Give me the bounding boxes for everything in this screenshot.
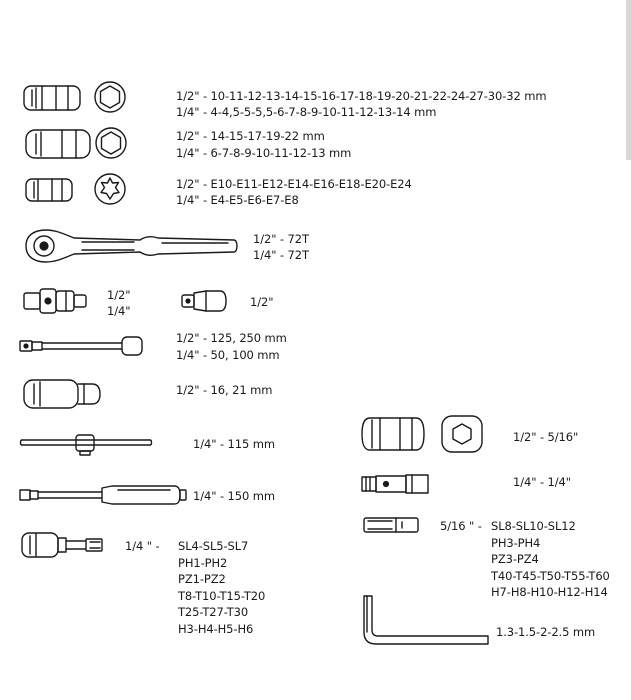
hex-keys-label: 1.3-1.5-2-2.5 mm — [496, 625, 596, 639]
socket-std-line2: 1/4" - 4-4,5-5-5,5-6-7-8-9-10-11-12-13-14 mm — [176, 105, 437, 119]
socket-deep-line1: 1/2" - 14-15-17-19-22 mm — [176, 129, 325, 143]
adapter-label: 1/2" — [250, 295, 274, 309]
bit-adapter-icon — [360, 472, 432, 500]
bit-socket-line-2: PH1-PH2 — [178, 555, 228, 570]
socket-icon — [22, 82, 84, 118]
scrollbar-edge — [626, 0, 631, 160]
t-handle-label: 1/4" - 115 mm — [193, 437, 275, 451]
bit-socket-line-6: H3-H4-H5-H6 — [178, 622, 254, 636]
ratchet-icon — [22, 226, 240, 270]
socket-torx-line1: 1/2" - E10-E11-E12-E14-E16-E18-E20-E24 — [176, 177, 412, 191]
socket-torx-line2: 1/4" - E4-E5-E6-E7-E8 — [176, 193, 299, 207]
ujoint-line2: 1/4" — [107, 304, 131, 318]
bit-socket-line-1: SL4-SL5-SL7 — [178, 539, 249, 553]
deep-socket-icon — [24, 126, 94, 166]
extension-bar-icon — [18, 334, 146, 362]
hex-key-icon — [360, 592, 492, 652]
bit-sockets-size: 1/4 " - — [125, 539, 160, 553]
bit-adapter-label: 1/4" - 1/4" — [513, 475, 571, 489]
torx-socket-icon — [24, 174, 76, 210]
ratchet-line1: 1/2" - 72T — [253, 232, 309, 246]
spark-plug-socket-icon — [22, 376, 102, 416]
ratchet-line2: 1/4" - 72T — [253, 248, 309, 262]
adapter-icon — [180, 288, 228, 318]
bit-line-1: SL8-SL10-SL12 — [491, 519, 576, 533]
hex-recess-icon — [440, 414, 484, 458]
spark-socket-label: 1/2" - 16, 21 mm — [176, 383, 273, 397]
bit-socket-icon — [20, 530, 110, 564]
screwdriver-bit-icon — [362, 514, 422, 540]
bit-line-3: PZ3-PZ4 — [491, 552, 539, 567]
extension-line2: 1/4" - 50, 100 mm — [176, 348, 280, 362]
hex-socket-label: 1/2" - 5/16" — [513, 430, 579, 444]
t-handle-icon — [18, 430, 156, 460]
screwdriver-handle-label: 1/4" - 150 mm — [193, 489, 275, 503]
bit-line-4: T40-T45-T50-T55-T60 — [491, 568, 610, 583]
screwdriver-handle-icon — [18, 482, 190, 512]
extension-line1: 1/2" - 125, 250 mm — [176, 331, 287, 345]
bit-socket-line-4: T8-T10-T15-T20 — [178, 588, 266, 603]
bit-line-5: H7-H8-H10-H12-H14 — [491, 585, 608, 600]
hex-end-icon — [93, 80, 127, 118]
universal-joint-icon — [22, 286, 90, 320]
bit-socket-line-5: T25-T27-T30 — [178, 605, 249, 620]
bits-size: 5/16 " - — [440, 519, 482, 533]
bit-line-2: PH3-PH4 — [491, 535, 541, 550]
hex-end-icon — [94, 126, 128, 164]
hex-bit-socket-icon — [360, 414, 428, 458]
torx-end-icon — [93, 172, 127, 210]
ujoint-line1: 1/2" — [107, 288, 131, 302]
socket-deep-line2: 1/4" - 6-7-8-9-10-11-12-13 mm — [176, 146, 352, 160]
bit-socket-line-3: PZ1-PZ2 — [178, 572, 226, 587]
socket-std-line1: 1/2" - 10-11-12-13-14-15-16-17-18-19-20-21-22-24-27-30-32 mm — [176, 89, 547, 103]
